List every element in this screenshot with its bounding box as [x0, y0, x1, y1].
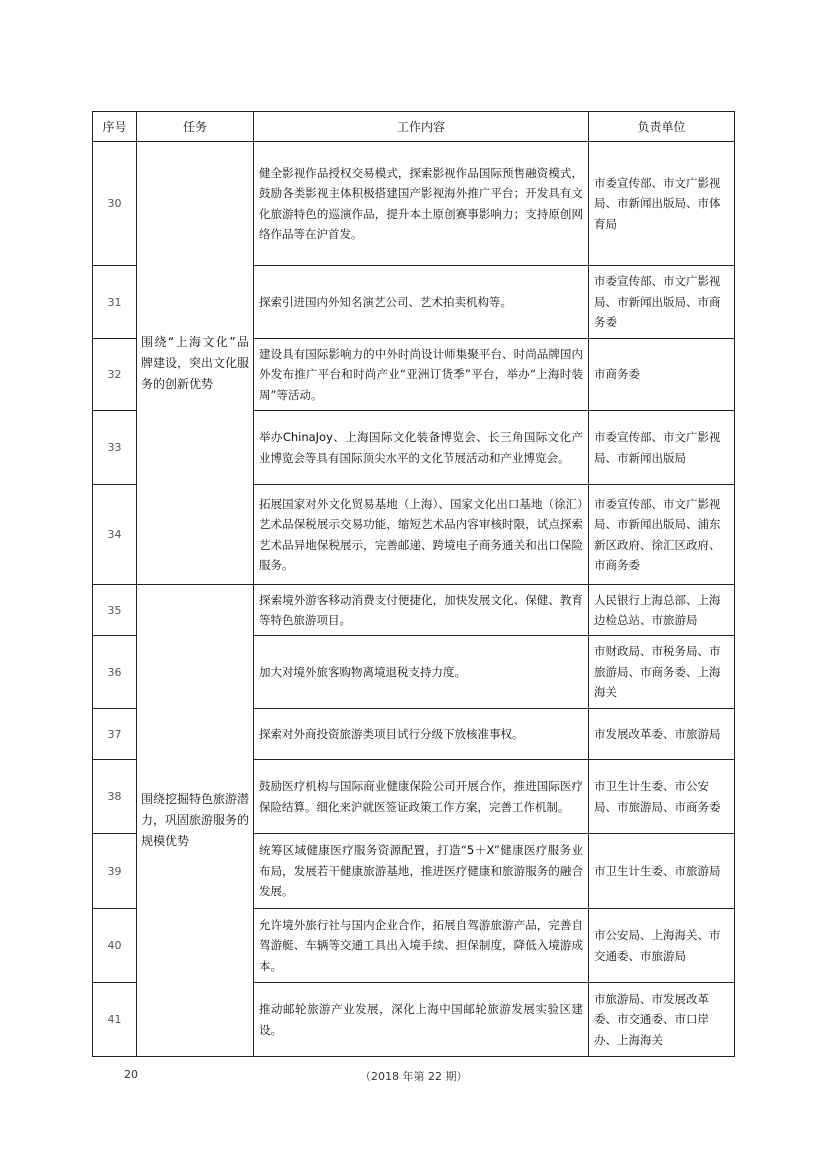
- row-unit: 市委宣传部、市文广影视局、市新闻出版局: [589, 411, 735, 485]
- row-content: 探索境外游客移动消费支付便捷化，加快发展文化、保健、教育等特色旅游项目。: [254, 585, 589, 636]
- row-num: 32: [93, 339, 137, 411]
- table-row: [93, 142, 735, 266]
- row-unit: 市公安局、上海海关、市交通委、市旅游局: [589, 909, 735, 983]
- row-unit: 市财政局、市税务局、市旅游局、市商务委、上海海关: [589, 636, 735, 709]
- row-unit: 人民银行上海总部、上海边检总站、市旅游局: [589, 585, 735, 636]
- row-content: 拓展国家对外文化贸易基地（上海）、国家文化出口基地（徐汇）艺术品保税展示交易功能，缩短艺术品内容审核时限，试点探索艺术品异地保税展示，完善邮递、跨境电子商务通关和出口保险服务。: [254, 485, 589, 585]
- row-num: 38: [93, 760, 137, 834]
- row-num: 30: [93, 142, 137, 266]
- row-content: 探索引进国内外知名演艺公司、艺术拍卖机构等。: [254, 266, 589, 339]
- row-num: 39: [93, 834, 137, 909]
- page-number: 20: [124, 1068, 138, 1081]
- row-num: 35: [93, 585, 137, 636]
- issue-label: （2018 年第 22 期）: [360, 1070, 468, 1083]
- row-unit: 市委宣传部、市文广影视局、市新闻出版局、浦东新区政府、徐汇区政府、市商务委: [589, 485, 735, 585]
- row-num: 36: [93, 636, 137, 709]
- row-num: 37: [93, 709, 137, 760]
- header-task: 任务: [137, 112, 254, 142]
- row-content: 建设具有国际影响力的中外时尚设计师集聚平台、时尚品牌国内外发布推广平台和时尚产业“亚洲订货季”平台，举办“上海时装周”等活动。: [254, 339, 589, 411]
- row-content: 允许境外旅行社与国内企业合作，拓展自驾游旅游产品，完善自驾游艇、车辆等交通工具出入境手续、担保制度，降低入境游成本。: [254, 909, 589, 983]
- row-num: 34: [93, 485, 137, 585]
- row-content: 探索对外商投资旅游类项目试行分级下放核准事权。: [254, 709, 589, 760]
- row-content: 加大对境外旅客购物离境退税支持力度。: [254, 636, 589, 709]
- row-unit: 市卫生计生委、市公安局、市旅游局、市商务委: [589, 760, 735, 834]
- row-unit: 市卫生计生委、市旅游局: [589, 834, 735, 909]
- table-row: [93, 585, 735, 636]
- row-num: 40: [93, 909, 137, 983]
- row-content: 推动邮轮旅游产业发展，深化上海中国邮轮旅游发展实验区建设。: [254, 983, 589, 1057]
- row-unit: 市委宣传部、市文广影视局、市新闻出版局、市商务委: [589, 266, 735, 339]
- task-table: [92, 111, 735, 1057]
- header-unit: 负责单位: [589, 112, 735, 142]
- row-content: 鼓励医疗机构与国际商业健康保险公司开展合作，推进国际医疗保险结算。细化来沪就医签证政策工作方案，完善工作机制。: [254, 760, 589, 834]
- row-num: 31: [93, 266, 137, 339]
- row-content: 统筹区域健康医疗服务资源配置，打造“5＋X”健康医疗服务业布局，发展若干健康旅游基地，推进医疗健康和旅游服务的融合发展。: [254, 834, 589, 909]
- row-unit: 市委宣传部、市文广影视局、市新闻出版局、市体育局: [589, 142, 735, 266]
- row-num: 41: [93, 983, 137, 1057]
- row-content: 健全影视作品授权交易模式，探索影视作品国际预售融资模式，鼓励各类影视主体积极搭建国产影视海外推广平台；开发具有文化旅游特色的巡演作品，提升本土原创赛事影响力；支持原创网络作品等在沪首发。: [254, 142, 589, 266]
- header-num: 序号: [93, 112, 137, 142]
- row-num: 33: [93, 411, 137, 485]
- task-group-culture: 围绕“上海文化”品牌建设，突出文化服务的创新优势: [137, 142, 254, 585]
- row-unit: 市旅游局、市发展改革委、市交通委、市口岸办、上海海关: [589, 983, 735, 1057]
- row-content: 举办ChinaJoy、上海国际文化装备博览会、长三角国际文化产业博览会等具有国际顶尖水平的文化节展活动和产业博览会。: [254, 411, 589, 485]
- table-header-row: [93, 112, 735, 142]
- header-content: 工作内容: [254, 112, 589, 142]
- task-group-tourism: 围绕挖掘特色旅游潜力，巩固旅游服务的规模优势: [137, 585, 254, 1057]
- row-unit: 市发展改革委、市旅游局: [589, 709, 735, 760]
- row-unit: 市商务委: [589, 339, 735, 411]
